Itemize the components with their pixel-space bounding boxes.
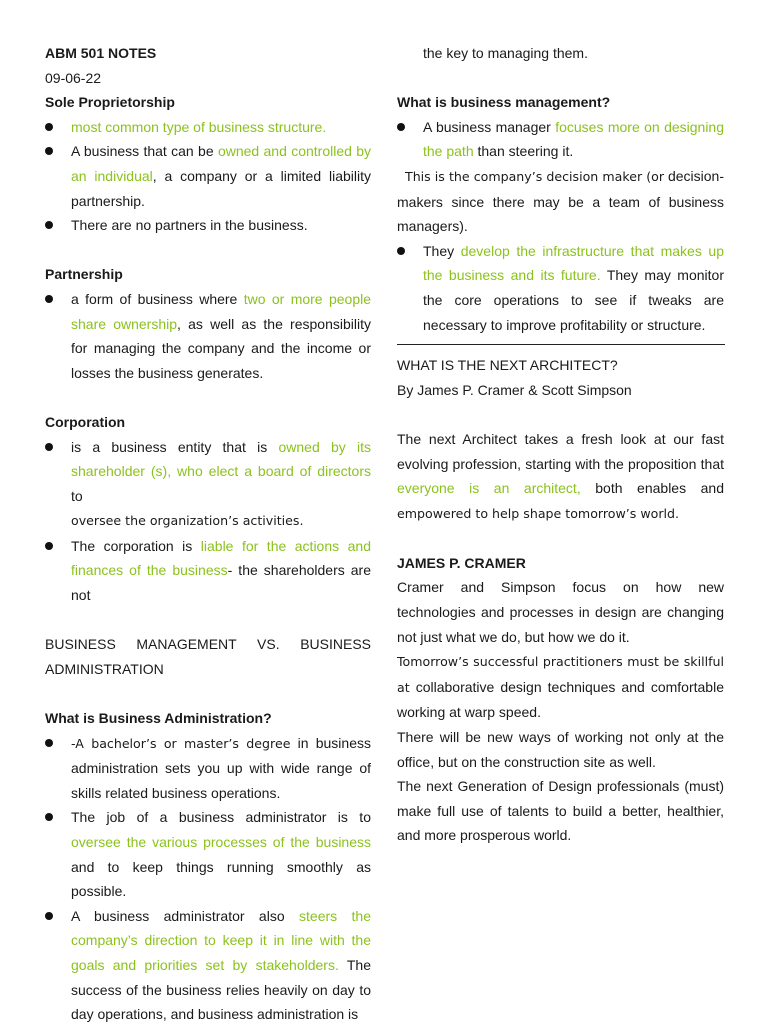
cramer-paragraph-2: Tomorrow’s successful practitioners must be skillful at collaborative design techniques and comfortable working at warp speed. xyxy=(397,654,724,721)
doc-date: 09-06-22 xyxy=(45,69,102,86)
list-item: A business that can be owned and controlled by an individual, a company or a limited liability partnership. xyxy=(45,139,371,213)
left-column xyxy=(45,41,371,1027)
cramer-paragraph-3: There will be new ways of working not only at the office, but on the construction site as well. xyxy=(397,729,724,770)
management-list xyxy=(397,115,724,164)
right-column xyxy=(397,41,724,848)
comparison-heading: BUSINESS MANAGEMENT VS. BUSINESS ADMINISTRATION xyxy=(45,636,371,677)
architect-byline: By James P. Cramer & Scott Simpson xyxy=(397,381,632,398)
architect-paragraph: The next Architect takes a fresh look at our fast evolving profession, starting with the proposition that everyone is an architect, both enables and empowered to help shape tomorrow’s world. xyxy=(397,430,724,521)
bullet-icon xyxy=(397,123,405,131)
architect-title: WHAT IS THE NEXT ARCHITECT? xyxy=(397,357,618,374)
partnership-list xyxy=(45,287,371,385)
partnership-heading: Partnership xyxy=(45,266,123,283)
bullet-icon xyxy=(45,147,53,155)
list-item: -A bachelor’s or master’s degree in business administration sets you up with wide range of skills related business operations. xyxy=(45,731,371,806)
admin-list xyxy=(45,731,371,1027)
management-list-2 xyxy=(397,239,724,337)
sole-heading: Sole Proprietorship xyxy=(45,94,175,111)
bullet-icon xyxy=(45,123,53,131)
management-heading: What is business management? xyxy=(397,94,611,111)
list-item: A business manager focuses more on designing the path than steering it. xyxy=(397,115,724,164)
corporation-list xyxy=(45,435,371,608)
bullet-icon xyxy=(45,542,53,550)
list-item: There are no partners in the business. xyxy=(45,213,371,238)
admin-heading: What is Business Administration? xyxy=(45,710,272,727)
section-divider xyxy=(397,344,725,345)
list-item: They develop the infrastructure that makes up the business and its future. They may monitor the core operations to see if tweaks are necessary to improve profitability or structure. xyxy=(397,239,724,337)
bullet-icon xyxy=(45,813,53,821)
doc-title: ABM 501 NOTES xyxy=(45,45,157,61)
bullet-icon xyxy=(397,247,405,255)
list-item: is a business entity that is owned by its shareholder (s), who elect a board of directors to oversee the organization’s activities. xyxy=(45,435,371,534)
cramer-heading: JAMES P. CRAMER xyxy=(397,554,526,571)
bullet-icon xyxy=(45,443,53,451)
cramer-paragraph-4: The next Generation of Design professionals (must) make full use of talents to build a better, healthier, and more prosperous world. xyxy=(397,778,724,844)
list-item: A business administrator also steers the company’s direction to keep it in line with the goals and priorities set by stakeholders. The success of the business relies heavily on day to day operations, and business administration is xyxy=(45,904,371,1027)
bullet-icon xyxy=(45,295,53,303)
list-item: The corporation is liable for the actions and finances of the business- the shareholders are not xyxy=(45,534,371,608)
list-item: The job of a business administrator is to oversee the various processes of the business and to keep things running smoothly as possible. xyxy=(45,805,371,903)
cramer-paragraph-1: Cramer and Simpson focus on how new technologies and processes in design are changing not just what we do, but how we do it. xyxy=(397,579,724,645)
list-item: most common type of business structure. xyxy=(45,115,371,140)
management-paragraph: This is the company’s decision maker (or decision-makers since there may be a team of business managers). xyxy=(397,167,724,235)
bullet-icon xyxy=(45,221,53,229)
corporation-heading: Corporation xyxy=(45,413,126,430)
continuation-text: the key to managing them. xyxy=(423,45,588,61)
list-item: a form of business where two or more people share ownership, as well as the responsibility for managing the company and the income or losses the business generates. xyxy=(45,287,371,385)
bullet-icon xyxy=(45,912,53,920)
bullet-icon xyxy=(45,739,53,747)
sole-list xyxy=(45,115,371,238)
